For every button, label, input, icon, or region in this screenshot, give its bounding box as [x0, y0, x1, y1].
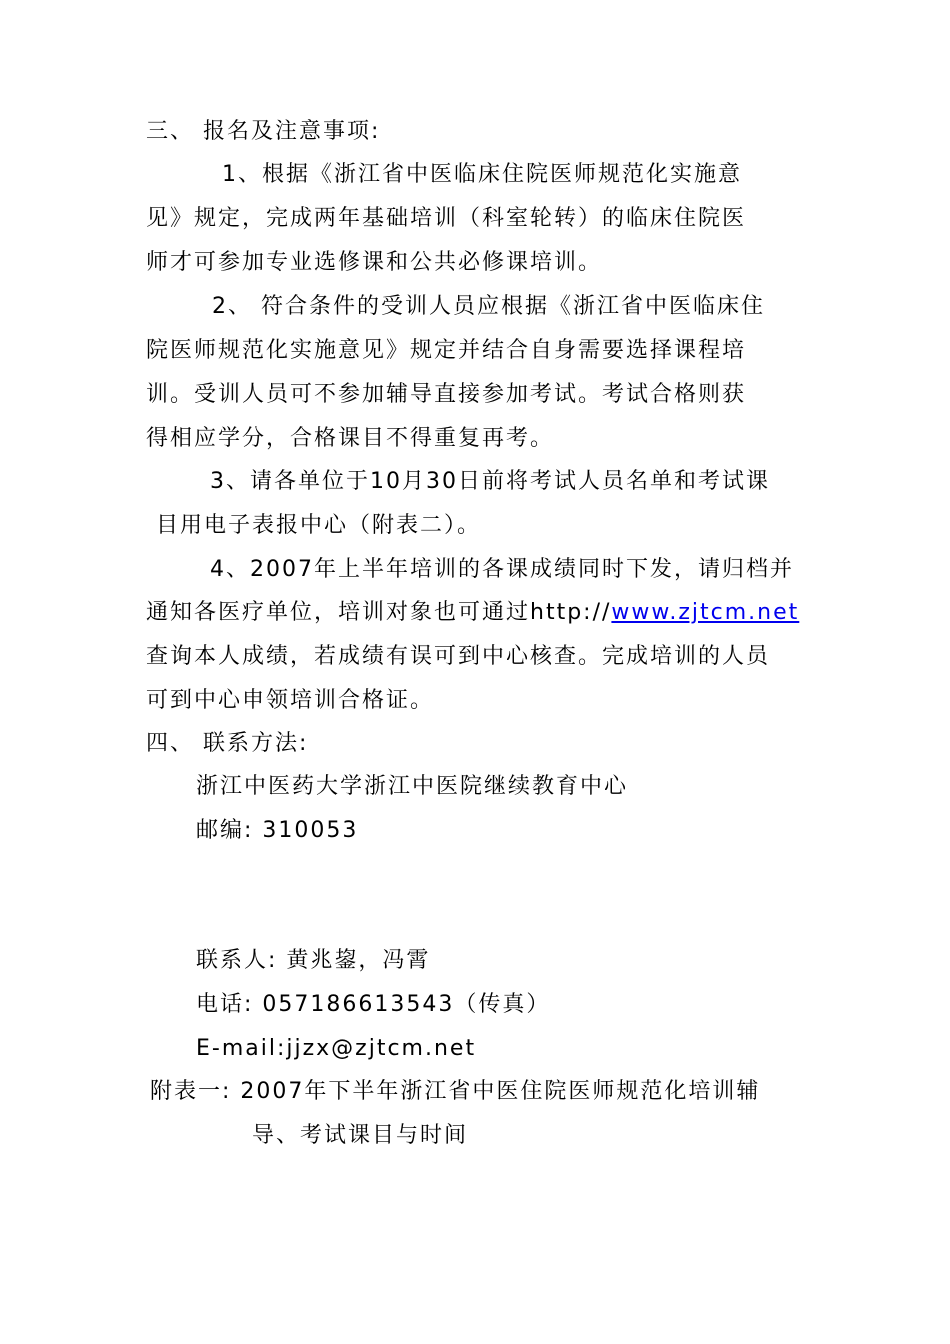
item-4-line-1: 4、2007年上半年培训的各课成绩同时下发，请归档并	[210, 557, 794, 582]
item-4-line-4: 可到中心申领培训合格证。	[146, 688, 435, 713]
item-1-line-3: 师才可参加专业选修课和公共必修课培训。	[146, 250, 603, 275]
item-3-line-1: 3、请各单位于10月30日前将考试人员名单和考试课	[210, 469, 770, 494]
contact-phone: 电话: 057186613543（传真）	[196, 992, 551, 1017]
appendix-title-line-1: 附表一: 2007年下半年浙江省中医住院医师规范化培训辅	[150, 1079, 761, 1104]
item-2-line-2: 院医师规范化实施意见》规定并结合自身需要选择课程培	[146, 338, 747, 363]
item-1-line-1: 1、根据《浙江省中医临床住院医师规范化实施意	[222, 162, 742, 187]
item-3-line-2: 目用电子表报中心（附表二）。	[156, 513, 482, 538]
item-4-line-2	[146, 598, 799, 628]
contact-postcode: 邮编: 310053	[196, 818, 359, 843]
item-1-line-2: 见》规定，完成两年基础培训（科室轮转）的临床住院医	[146, 206, 747, 231]
contact-email: E-mail:jjzx@zjtcm.net	[196, 1036, 477, 1061]
item-4-line-3: 查询本人成绩，若成绩有误可到中心核查。完成培训的人员	[146, 644, 771, 669]
item-2-line-1: 2、 符合条件的受训人员应根据《浙江省中医临床住	[212, 294, 765, 319]
website-link[interactable]: www.zjtcm.net	[611, 600, 800, 625]
contact-person: 联系人: 黄兆鋆，冯霄	[196, 948, 431, 973]
section-3-heading: 三、 报名及注意事项:	[146, 119, 381, 144]
item-4-line-2-text: 通知各医疗单位，培训对象也可通过http://	[146, 600, 612, 625]
appendix-title-line-2: 导、考试课目与时间	[252, 1123, 469, 1148]
contact-organization: 浙江中医药大学浙江中医院继续教育中心	[196, 774, 629, 799]
item-2-line-3: 训。受训人员可不参加辅导直接参加考试。考试合格则获	[146, 382, 747, 407]
section-4-heading: 四、 联系方法:	[146, 731, 309, 756]
item-2-line-4: 得相应学分，合格课目不得重复再考。	[146, 426, 555, 451]
